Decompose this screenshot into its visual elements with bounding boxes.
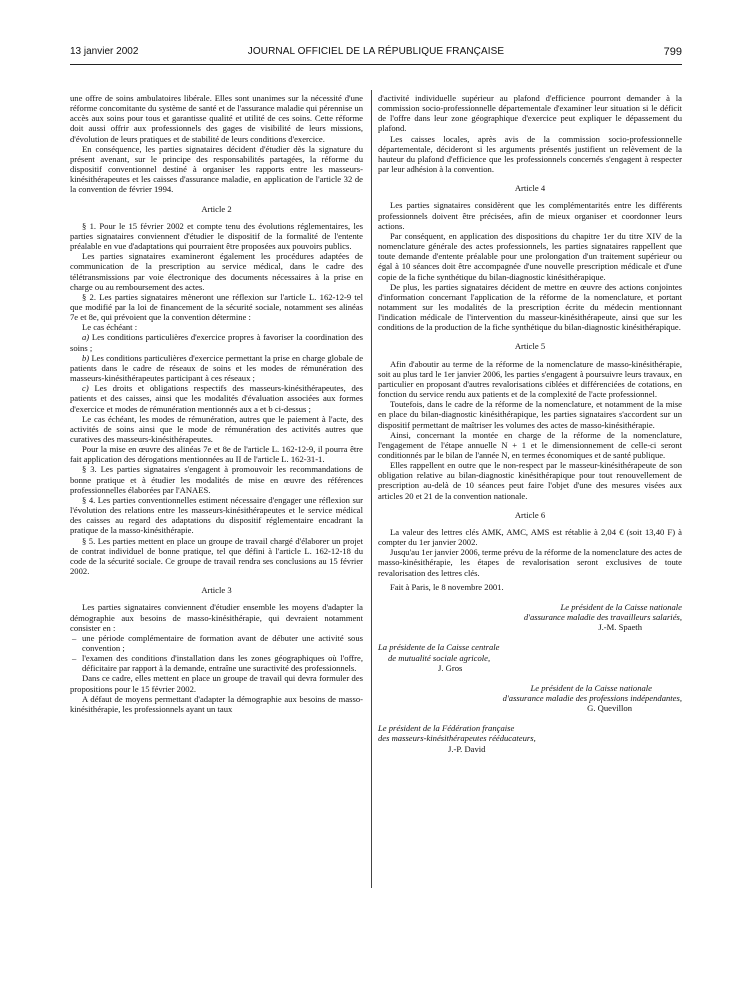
paragraph: § 3. Les parties signataires s'engagent à promouvoir les recommandations de bonne pratique et à étudier les modalités de mise en œuvre des références professionnelles élaborées par l'ANAES. <box>70 464 363 495</box>
paragraph: Elles rappellent en outre que le non-respect par le masseur-kinésithérapeute de son obligation relative au bilan-diagnostic kinésithérapique pour tout renouvellement de prescription au-delà de 10 séances peut faire l'objet d'une des mesures visées aux articles 20 et 21 de la convention nationale. <box>378 460 682 501</box>
item-text: l'examen des conditions d'installation dans les zones géographiques où l'offre, déficitaire par rapport à la demande, entraîne une suractivité des professionnels. <box>82 653 363 674</box>
article-6-heading: Article 6 <box>514 509 546 520</box>
article-3-heading: Article 3 <box>201 585 232 596</box>
signatory-name: G. Quevillon <box>587 703 632 714</box>
paragraph: d'activité individuelle supérieur au plafond d'efficience pourront demander à la commission socio-professionnelle départementale d'examiner leur situation si le déficit de l'offre dans leur zone géographique d'exercice peut expliquer le dépassement du plafond. <box>378 93 682 134</box>
list-item-a <box>70 332 363 352</box>
done-date-line: Fait à Paris, le 8 novembre 2001. <box>390 581 504 592</box>
paragraph: une offre de soins ambulatoires libérale. Elles sont unanimes sur la nécessité d'une réforme concomitante du système de santé et de l'assurance maladie qui pérennise un accès aux soins pour tous et garantisse qualité et utilité de ces soins. Cette réforme doit aussi offrir aux professionnels des gages de visibilité de leurs missions, d'évolution de leurs pratiques et de stabilité de leurs conditions d'exercice. <box>70 93 363 144</box>
journal-title: JOURNAL OFFICIEL DE LA RÉPUBLIQUE FRANÇAISE <box>247 46 505 57</box>
paragraph: Pour la mise en œuvre des alinéas 7e et 8e de l'article L. 162-12-9, il pourra être fait application des dérogations mentionnées au II de l'article L. 162-31-1. <box>70 444 363 465</box>
column-divider <box>371 90 372 888</box>
signatory-name: J.-M. Spaeth <box>598 622 642 633</box>
list-item <box>70 633 363 653</box>
paragraph: Jusqu'au 1er janvier 2006, terme prévu de la réforme de la nomenclature des actes de masso-kinésithérapie, les étapes de revalorisation seront exclusives de toute revalorisation des lettres clés. <box>378 547 682 578</box>
paragraph: § 1. Pour le 15 février 2002 et compte tenu des évolutions réglementaires, les parties signataires conviennent d'étudier le dispositif de la formalité de l'entente préalable en vue d'adaptations qui pourraient être proposées aux pouvoirs publics. <box>70 220 363 252</box>
paragraph: Les parties signataires considèrent que les complémentarités entre les différents professionnels doivent être précisées, afin de mieux organiser et coordonner leurs actions. <box>378 200 682 231</box>
paragraph: Le cas échéant : <box>82 322 138 333</box>
paragraph: A défaut de moyens permettant d'adapter la démographie aux besoins de masso-kinésithérapie, les professionnels ayant un taux <box>70 693 363 714</box>
list-item-c <box>70 383 363 413</box>
paragraph: De plus, les parties signataires décident de mettre en œuvre des actions conjointes d'information concernant l'application de la réforme de la nomenclature, et portant notamment sur les modalités de la prescription écrite du médecin mentionnant l'indication médicale de l'intervention du masseur-kinésithérapeute, ainsi que sur les conditions de la production de la fiche synthétique du bilan-diagnostic kinésithérapique. <box>378 281 682 333</box>
right-column <box>378 93 682 754</box>
article-5-heading: Article 5 <box>514 341 546 352</box>
header-date: 13 janvier 2002 <box>70 46 139 57</box>
paragraph: Ainsi, concernant la montée en charge de la réforme de la nomenclature, l'engagement de l'étape annuelle N + 1 et le dimensionnement de celle-ci seront conditionnés par le bilan de l'année N, en termes économiques et de santé publique. <box>378 429 682 460</box>
dash-marker: – <box>72 653 77 664</box>
article-2-heading: Article 2 <box>201 203 232 214</box>
signature-canam <box>378 683 682 713</box>
signatory-title: Le président de la Caisse nationale <box>560 601 682 612</box>
signatory-title: Le président de la Fédération française <box>378 723 515 734</box>
paragraph: § 4. Les parties conventionnelles estiment nécessaire d'engager une réflexion sur l'évolution des relations entre les masseurs-kinésithérapeutes et le service médical des caisses au regard des adaptations du dispositif réglementaire encadrant la pratique de la masso-kinésithérapie. <box>70 494 363 536</box>
paragraph: Le cas échéant, les modes de rémunération, autres que le paiement à l'acte, des activités de soins ainsi que le mode de rémunération des activités autres que curatives des masseurs-kinésithérapeutes. <box>70 413 363 444</box>
signatory-title: La présidente de la Caisse centrale <box>378 642 500 653</box>
article-4-heading: Article 4 <box>514 183 546 194</box>
item-label: a) <box>82 332 90 343</box>
signatory-name: J. Gros <box>438 662 463 673</box>
list-item-b <box>70 353 363 383</box>
item-text: Les droits et obligations respectifs des masseurs-kinésithérapeutes, des patients et des caisses, ainsi que les modalités d'évaluation associées aux formes d'exercice et modes de rémunération mentionnés aux a et b ci-dessus ; <box>70 383 363 414</box>
dash-marker: – <box>72 632 77 643</box>
item-text: une période complémentaire de formation avant de débuter une activité sous convention ; <box>82 632 363 653</box>
header-rule <box>70 64 682 65</box>
paragraph: Les parties signataires examineront également les procédures adaptées de communication de la prescription au service médical, dans le cadre des télétransmissions par voie électronique des documents nécessaires à la prise en charge ou au remboursement des actes. <box>70 251 363 292</box>
paragraph: Toutefois, dans le cadre de la réforme de la nomenclature, et notamment de la mise en place du bilan-diagnostic kinésithérapique, les parties signataires s'accordent sur un dispositif permettant de maîtriser les volumes des actes de masso-kinésithérapie. <box>378 399 682 430</box>
paragraph: Afin d'aboutir au terme de la réforme de la nomenclature de masso-kinésithérapie, soit au plus tard le 1er janvier 2006, les parties s'engagent à poursuivre leurs travaux, en particulier en proposant d'autres revalorisations ciblées et différenciées de cotations, en fonction du service rendu aux patients et de la complexité de l'acte professionnel. <box>378 358 682 400</box>
signatory-name: J.-P. David <box>448 743 486 754</box>
paragraph: Les parties signataires conviennent d'étudier ensemble les moyens d'adapter la démographie aux besoins de masso-kinésithérapie, qui devraient notamment consister en : <box>70 602 363 633</box>
list-item <box>70 653 363 673</box>
signatory-title: de mutualité sociale agricole, <box>388 652 491 663</box>
paragraph: Dans ce cadre, elles mettent en place un groupe de travail qui devra formuler des propositions pour le 15 février 2002. <box>70 673 363 694</box>
signatory-title: des masseurs-kinésithérapeutes rééducateurs, <box>378 733 536 744</box>
signature-cnamts <box>378 602 682 632</box>
paragraph: Les caisses locales, après avis de la commission socio-professionnelle départementale, décideront si les arguments présentés justifient un relèvement de la hauteur du plafond d'efficience que les professionnels concernés s'engagent à respecter par leur adhésion à la convention. <box>378 133 682 175</box>
item-label: c) <box>82 383 89 394</box>
item-text: Les conditions particulières d'exercice propres à favoriser la coordination des soins ; <box>70 332 363 353</box>
signatory-title: d'assurance maladie des travailleurs salariés, <box>523 612 682 623</box>
paragraph: La valeur des lettres clés AMK, AMC, AMS est rétablie à 2,04 € (soit 13,40 F) à compter du 1er janvier 2002. <box>378 526 682 548</box>
paragraph: En conséquence, les parties signataires décident d'étudier dès la signature du présent avenant, sur le principe des responsabilités partagées, la réforme du dispositif conventionnel destiné à organiser les rapports entre les masseurs-kinésithérapeutes et les caisses d'assurance maladie, en application de l'article 32 de la convention de février 1994. <box>70 143 363 195</box>
signatory-title: d'assurance maladie des professions indépendantes, <box>502 692 682 703</box>
paragraph: § 5. Les parties mettent en place un groupe de travail chargé d'élaborer un projet de contrat individuel de bonne pratique, tel que défini à l'article L. 162-12-18 du code de la sécurité sociale. Ce groupe de travail rendra ses conclusions au 15 février 2002. <box>70 535 363 577</box>
paragraph: Par conséquent, en application des dispositions du chapitre 1er du titre XIV de la nomenclature générale des actes professionnels, les parties signataires rappellent que toute demande d'entente préalable pour une prolongation d'un traitement supérieur ou égal à 10 séances doit être accompagnée d'une nouvelle prescription médicale et d'une copie de la fiche synthétique du bilan-diagnostic kinésithérapique. <box>378 230 682 282</box>
signature-ccmsa <box>378 642 682 672</box>
page-number: 799 <box>663 46 682 58</box>
page-header <box>70 46 682 60</box>
signatory-title: Le président de la Caisse nationale <box>530 682 652 693</box>
item-label: b) <box>82 352 90 363</box>
dash-list <box>70 633 363 674</box>
signature-ffmkr <box>378 723 682 753</box>
item-text: Les conditions particulières d'exercice permettant la prise en charge globale de patients dans le cadre de réseaux de soins et les modes de rémunération des masseurs-kinésithérapeutes participant à ces réseaux ; <box>70 352 364 384</box>
left-column <box>70 93 363 714</box>
paragraph: § 2. Les parties signataires mèneront une réflexion sur l'article L. 162-12-9 tel que modifié par la loi de financement de la sécurité sociale, notamment ses alinéas 7e et 8e, qui prévoient que la convention détermine : <box>70 291 363 323</box>
